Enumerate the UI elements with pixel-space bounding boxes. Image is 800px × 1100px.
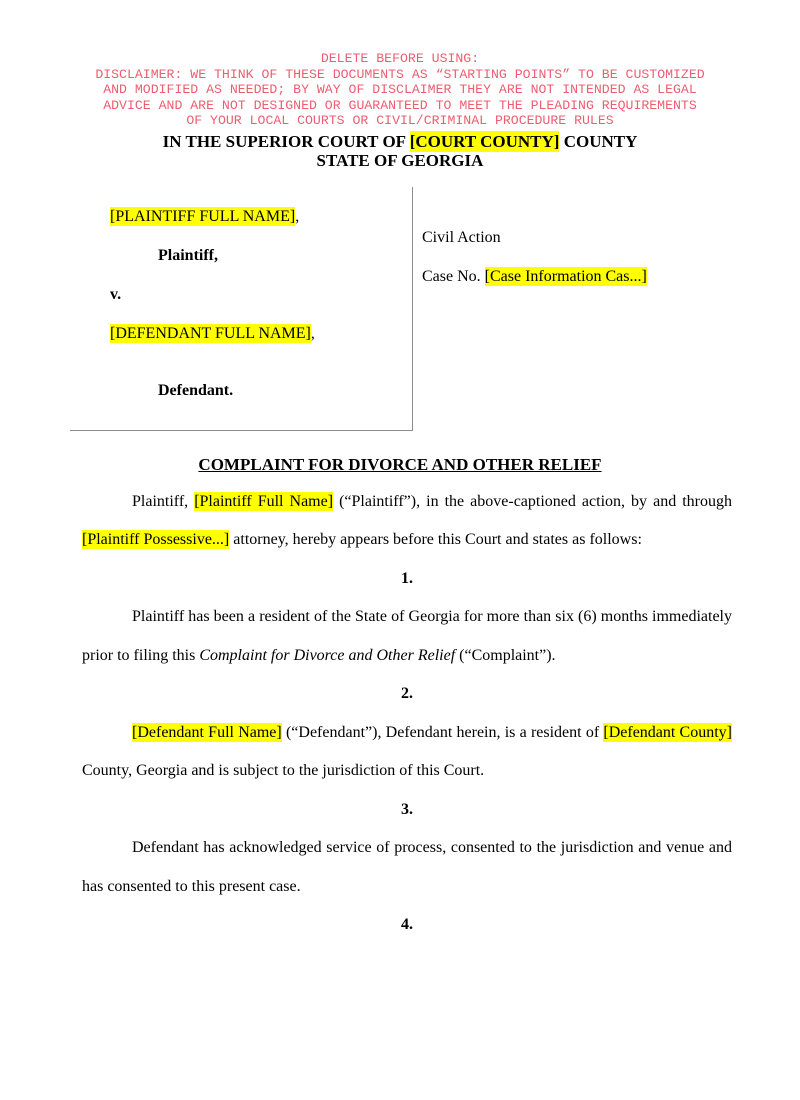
civil-action-label: Civil Action [422, 228, 501, 246]
case-number-placeholder[interactable]: [Case Information Cas...] [484, 267, 647, 285]
section-paragraph-1: Plaintiff has been a resident of the State of Georgia for more than six (6) months immediately prior to filing this Complaint for Divorce and Other Relief (“Complaint”). [82, 608, 732, 664]
section-number-2: 2. [401, 685, 413, 702]
defendant-name-comma: , [310, 324, 315, 342]
defendant-county-placeholder[interactable]: [Defendant County] [603, 723, 733, 741]
court-title-prefix: IN THE SUPERIOR COURT OF [162, 131, 410, 151]
section-paragraph-2: [Defendant Full Name] (“Defendant”), Defendant herein, is a resident of [Defendant County] County, Georgia and is subject to the jurisdiction of this Court. [82, 723, 733, 779]
disclaimer-line: AND MODIFIED AS NEEDED; BY WAY OF DISCLAIMER THEY ARE NOT INTENDED AS LEGAL [103, 82, 697, 97]
complaint-title-italic: Complaint for Divorce and Other Relief [199, 646, 456, 664]
document-title: COMPLAINT FOR DIVORCE AND OTHER RELIEF [198, 454, 602, 474]
defendant-label: Defendant. [158, 381, 234, 399]
disclaimer-line: DISCLAIMER: WE THINK OF THESE DOCUMENTS AS “STARTING POINTS” TO BE CUSTOMIZED [95, 66, 705, 82]
case-no-label: Case No. [422, 267, 485, 285]
disclaimer-line: ADVICE AND ARE NOT DESIGNED OR GUARANTEED TO MEET THE PLEADING REQUIREMENTS [103, 97, 697, 113]
court-title-suffix: COUNTY [559, 131, 638, 151]
plaintiff-possessive-placeholder[interactable]: [Plaintiff Possessive...] [82, 531, 230, 548]
disclaimer-block [0, 0, 800, 129]
section-paragraph-3: Defendant has acknowledged service of process, consented to the jurisdiction and venue and has consented to this present case. [82, 839, 732, 895]
defendant-name-placeholder[interactable]: [DEFENDANT FULL NAME] [110, 324, 311, 342]
plaintiff-name-line [110, 197, 412, 236]
defendant-name-line [110, 314, 412, 353]
defendant-fullname-placeholder[interactable]: [Defendant Full Name] [132, 723, 282, 741]
caption-parties-cell [70, 187, 413, 431]
court-title-line [0, 132, 800, 152]
case-caption [70, 187, 800, 431]
disclaimer-line: OF YOUR LOCAL COURTS OR CIVIL/CRIMINAL PROCEDURE RULES [186, 113, 614, 128]
caption-case-info-cell [413, 187, 647, 431]
section-number-4: 4. [401, 916, 413, 933]
intro-paragraph: Plaintiff, [Plaintiff Full Name] (“Plaintiff”), in the above-captioned action, by and through [Plaintiff Possessive...] attorney, hereby appears before this Court and states as follows: [82, 492, 732, 548]
document-body [82, 483, 732, 945]
plaintiff-label: Plaintiff, [158, 246, 218, 264]
versus-label: v. [110, 285, 122, 303]
plaintiff-fullname-placeholder[interactable]: [Plaintiff Full Name] [194, 492, 334, 510]
section-number-3: 3. [401, 800, 413, 818]
court-header [0, 132, 800, 171]
plaintiff-name-comma: , [295, 207, 300, 225]
plaintiff-name-placeholder[interactable]: [PLAINTIFF FULL NAME] [110, 207, 296, 225]
disclaimer-line: DELETE BEFORE USING: [320, 51, 480, 66]
case-number-line [422, 257, 647, 296]
court-state-line: STATE OF GEORGIA [316, 151, 484, 170]
section-number-1: 1. [401, 569, 413, 587]
court-county-placeholder[interactable]: [COURT COUNTY] [409, 131, 560, 151]
